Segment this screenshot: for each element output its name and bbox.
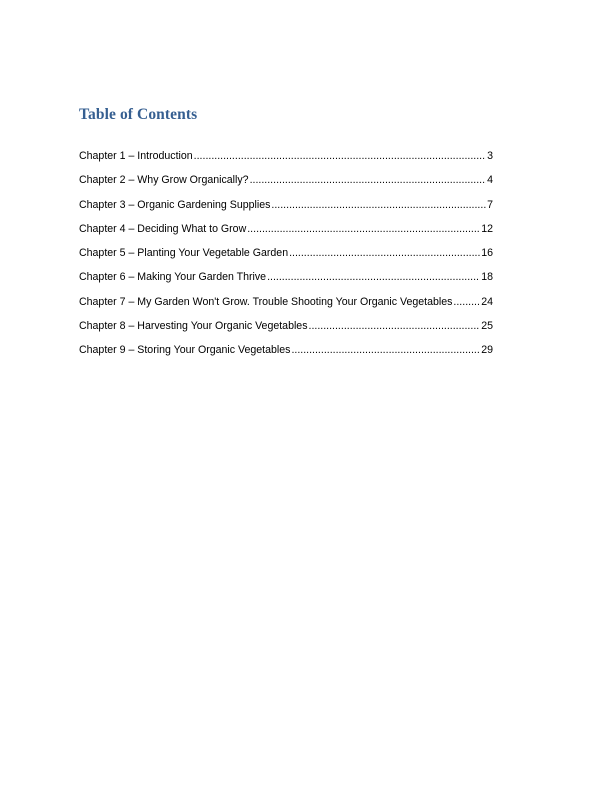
toc-entry[interactable] <box>79 344 493 368</box>
page-title: Table of Contents <box>79 106 198 123</box>
toc-dot-leader <box>250 174 487 186</box>
toc-entry-text: Chapter 6 – Making Your Garden Thrive <box>79 271 267 284</box>
toc-dot-leader <box>291 344 480 356</box>
toc-page-number: 18 <box>481 271 493 284</box>
toc-entry-text: Chapter 5 – Planting Your Vegetable Garden <box>79 247 289 260</box>
toc-entry-text: Chapter 7 – My Garden Won't Grow. Trouble Shooting Your Organic Vegetables <box>79 295 453 308</box>
toc-entry-text: Chapter 8 – Harvesting Your Organic Vegetables <box>79 320 308 333</box>
toc-page-number: 24 <box>481 295 493 308</box>
toc-entry[interactable] <box>79 174 493 198</box>
toc-entry[interactable] <box>79 199 493 223</box>
toc-page-number: 7 <box>487 198 493 211</box>
toc-entry[interactable] <box>79 320 493 344</box>
toc-dot-leader <box>194 150 486 162</box>
toc-page-number: 3 <box>487 150 493 162</box>
toc-dot-leader <box>309 320 481 332</box>
toc-entry-text: Chapter 4 – Deciding What to Grow <box>79 222 247 235</box>
toc-dot-leader <box>247 223 480 235</box>
toc-dot-leader <box>267 271 480 283</box>
toc-entry-text: Chapter 9 – Storing Your Organic Vegetables <box>79 344 291 357</box>
toc-entry[interactable] <box>79 223 493 247</box>
toc-page-number: 16 <box>481 247 493 260</box>
toc-entry-text: Chapter 3 – Organic Gardening Supplies <box>79 198 271 211</box>
toc-entry[interactable] <box>79 247 493 271</box>
toc-dot-leader <box>271 199 486 211</box>
toc-entry-text: Chapter 1 – Introduction <box>79 150 193 162</box>
toc-page-number: 4 <box>487 174 493 187</box>
toc-entry-text: Chapter 2 – Why Grow Organically? <box>79 174 249 187</box>
toc-page-number: 12 <box>481 222 493 235</box>
toc-page-number: 29 <box>481 344 493 357</box>
toc-list <box>79 150 493 369</box>
toc-entry[interactable] <box>79 150 493 174</box>
toc-dot-leader <box>453 296 480 308</box>
toc-dot-leader <box>289 247 480 259</box>
toc-entry[interactable] <box>79 296 493 320</box>
toc-page-number: 25 <box>481 320 493 333</box>
toc-entry[interactable] <box>79 271 493 295</box>
